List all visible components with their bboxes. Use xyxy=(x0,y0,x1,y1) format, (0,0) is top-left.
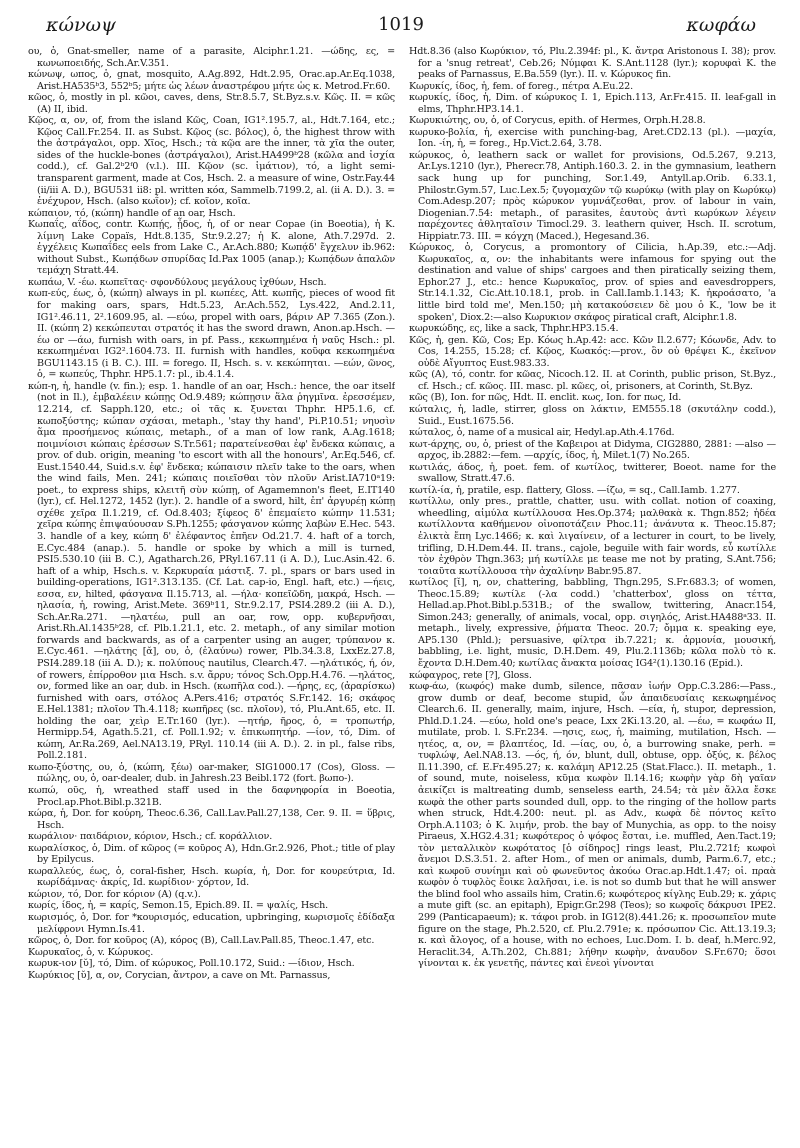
dictionary-entry: Κωρύκιος [ῠ], α, ον, Corycian, ἄντρον, a cave on Mt. Parnassus, xyxy=(28,969,331,981)
dictionary-entry: κωτίλος [ῐ], η, ον, chattering, babbling, Thgn.295, S.Fr.683.3; of women, Theoc.15.89; κωτίλε (-λα codd.) 'chatterbox', gloss on τέττα, Hellad.ap.Phot.Bibl.p.531B.; of the swallow, twittering, Anacr.154, Simon.243; generally, of animals, vocal, opp. σιγηλός, Arist.HA488ᵃ33. II. metaph., lively, expressive, ῥήματα Theoc. 20.7; ὄμμα κ. speaking eye, AP5.130 (Phld.); persuasive, φίλτρα ib.7.221; κ. ἁρμονία, μουσική, babbling, i.e. light, music, D.H.Dem. 49, Plu.2.1136b; κῶλα πολὺ τὸ κ. ἔχοντα D.H.Dem.40; κωτίλας ἄνακτα μοίσας IG4²(1).130.16 (Epid.). xyxy=(409,577,776,669)
left-column xyxy=(28,46,395,1140)
dictionary-entry: κωπάω, V. -έω. κωπεῖτας· σφονδύλους μεγάλους ἰχθύων, Hsch. xyxy=(28,276,327,288)
dictionary-entry: κωτίλ-ία, ἡ, pratile, esp. flattery, Gloss. —ίζω, = sq., Call.Iamb. 1.277. xyxy=(409,484,740,496)
dictionary-entry: κωφ-άω, (κωφός) make dumb, silence, πᾶσαν ἰωήν Opp.C.3.286:—Pass., grow dumb or deaf, become stupid, ὧν ἀπαιδευσίαις κεκωφημένος Clearch.6. II. generally, maim, injure, Hsch. —εία, ἡ, stupor, depression, Phld.D.1.24. —εύω, hold one's peace, Lxx 2Ki.13.20, al. —έω, = κωφάω II, mutilate, prob. l. S.Fr.234. —ησις, εως, ἡ, maiming, mutilation, Hsch. —ητέος, α, ον, = βλαπτέος, Id. —ίας, ου, ὁ, a burrowing snake, perh. = τυφλώψ, Ael.NA8.13. —ός, ή, όν, blunt, dull, obtuse, opp. ὀξύς, κ. βέλος Il.11.390, cf. E.Fr.495.27; κ. καλάμη AP12.25 (Stat.Flacc.). II. metaph., 1. of sound, mute, noiseless, κῦμα κωφὸν Il.14.16; κωφὴν γὰρ δὴ γαῖαν ἀεικίζει is maltreating dumb, senseless earth, 24.54; τὰ μὲν ἄλλα ἔσκε κωφὰ the other parts sounded dull, opp. to the ringing of the hollow parts when struck, Hdt.4.200: neut. pl. as Adv., κωφὰ δὲ πόντος κεῖτο Orph.A.1103; ὁ Κ. λιμήν, prob. the bay of Munychia, as opp. to the noisy Piraeus, X.HG2.4.31; κωφότερος ὁ ψόφος ἔσται, i.e. muffled, Aen.Tact.19; τὸν μεταλλικὸν κωφότατος [ὁ σίδηρος] rings least, Plu.2.721f; κωφοὶ ἄνεμοι D.S.3.51. 2. after Hom., of men or animals, dumb, Parm.6.7, etc.; καὶ κωφοῦ συνίημι καὶ οὐ φωνεῦντος ἀκούω Orac.ap.Hdt.1.47; οἱ. πραὰ κωφὸν ὁ τυφλὸς ἔοικε λαλῆσαι, i.e. is not so dumb but that he will answer the blind fool who assails him, Cratin.6; κωφότερος κίγλης Eub.29; κ. χάρις a mute gift (sc. an epitaph), Epigr.Gr.298 (Teos); so κωφοῖς δάκρυσι IPE2. 299 (Panticapaeum); κ. τάφοι prob. in IG12(8).441.26; κ. προσωπεῖον mute figure on the stage, Ph.2.520, cf. Plu.2.791e; κ. πρόσωπον Cic. Att.13.19.3; κ. καὶ ἄλογος, of a house, with no echoes, Luc.Dom. I. b. deaf, h.Merc.92, Heraclit.34, A.Th.202, Ch.881; λήθην κωφὴν, ἀναυδον S.Fr.670; ὅσοι γίνονται κ. ἐκ γενετῆς, πάντες καὶ ἐνεοὶ γίνονται xyxy=(409,681,776,970)
dictionary-entry: Hdt.8.36 (also Κωρύκιον, τό, Plu.2.394f: pl., Κ. ἄντρα Aristonous I. 38); prov. for a 'snug retreat', Ceb.26; Νύμφαι Κ. S.Ant.1128 (lyr.); κορυφαὶ Κ. the peaks of Parnassus, E.Ba.559 (lyr.). II. v. Κώρυκος fin. xyxy=(409,46,776,81)
dictionary-entry: κῶος, ὁ, mostly in pl. κῶοι, caves, dens, Str.8.5.7, St.Byz.s.v. Κῶς. II. = κῶς (A) II, ibid. xyxy=(28,92,395,115)
page-number: 1019 xyxy=(378,14,424,35)
dictionary-entry: κωπο-ξύστης, ου, ὁ, (κώπη, ξέω) oar-maker, SIG1000.17 (Cos), Gloss. —πώλης, ου, ὁ, oar-dealer, dub. in Jahresh.23 Beibl.172 (fort. βωπο-). xyxy=(28,761,395,785)
dictionary-entry: Κῷος, α, ον, of, from the island Κῶς, Coan, IG1².195.7, al., Hdt.7.164, etc.; Κῷος Call.Fr.254. II. as Subst. Κῷος (sc. βόλος), ὁ, the highest throw with the ἀστράγαλοι, opp. Χῖος, Hsch.; τὰ κῷα are the inner, τὰ χῖα the outer, sides of the huckle-bones (ἀστράγαλοι), Arist.HA499ᵇ28 (κῶλα and ἰσχία codd.), cf. Gal.2ᵇ2ᶠ0 (v.l.). III. Κῷον (sc. ἱμάτιον), τό, a light semi-transparent garment, made at Cos, Hsch. 2. a measure of wine, Ostr.Fay.44 (ii/iii A. D.), BGU531 ii8: pl. written κόα, Sammelb.7199.2, al. (ii A. D.). 3. = ἐνέχυρον, Hsch. (also κωΐον); cf. κοῖον, κοῖα. xyxy=(28,115,395,208)
dictionary-entry: κώφαγρος, rete [?], Gloss. xyxy=(409,669,532,681)
dictionary-entry: κώπαιον, τό, (κώπη) handle of an oar, Hsch. xyxy=(28,207,236,219)
dictionary-entry: κωτίλλω, only pres., prattle, chatter, usu. with collat. notion of coaxing, wheedling, αἱμύλα κωτίλλουσα Hes.Op.374; μαλθακὰ κ. Thgn.852; ἡδέα κωτίλλοντα καθήμενον οἰνοποτάζειν Phoc.11; ἀνάνυτα κ. Theoc.15.87; ἐλικτὰ ἔπη Lyc.1466; κ. καὶ λιγαίνειν, of a lecturer in court, to be lively, trifling, D.H.Dem.44. II. trans., cajole, beguile with fair words, εὖ κωτίλλε τὸν ἐχθρὸν Thgn.363; μή κωτίλλε με tease me not by prating, S.Ant.756; τοιαῦτα κωτίλλουσα τὴν ἀχαλίνην Babr.95.87. xyxy=(409,496,776,577)
dictionary-entry: κώπ-η, ἡ, handle (v. fin.); esp. 1. handle of an oar, Hsch.: hence, the oar itself (not in Il.), ἐμβαλέειν κώπῃς Od.9.489; κώπῃσιν ἅλα ῥηγμῖνα. ἐρεσσέμεν, 12.214, cf. Sapph.120, etc.; οἱ τᾶς κ. ξυνεται Thphr. HP5.1.6, cf. κωποξύστης; κώπαν σχάσαι, metaph., 'stay thy hand', Pi.P.10.51; νηυσὶν ἅμα προσήμενος κώπαις, metaph., of a man of low rank, A.Ag.1618; ποιμνίοισι κώπαις ἐρέσσων S.Tr.561; παρατείνεσθαι ἐφ' ἔνδεκα κώπαις, a prov. of dub. origin, meaning 'to escort with all the honours', Ar.Eq.546, cf. Eust.1540.44, Suid.s.v. ἐφ' ἕνδεκα; κώπαισιν πλεῖν take to the oars, when the wind fails, Men. 241; κώπαις ποιεῖσθαι τὸν πλοῦν Arist.IA710ᵃ19: poet., to express ships, κλειτῆ σὺν κώπῃ, of Agamemnon's fleet, E.IT140 (lyr.), cf. Hel.1272, 1452 (lyr.). 2. handle of a sword, hilt, ἐπ' ἀργυρέῃ κώπῃ σχέθε χεῖρα Il.1.219, cf. Od.8.403; ξίφεος δ' ἐπεμαίετο κώπην 11.531; χεῖρα κώπης ἐπιψαύουσαν S.Ph.1255; φάσγανον κώπης λαβὼν E.Hec. 543. 3. handle of a key, κώπη δ' ἐλέφαντος ἐπῆεν Od.21.7. 4. haft of a torch, E.Cyc.484 (anap.). 5. handle or spoke by which a mill is turned, PSI5.530.10 (iii B. C.), Agatharch.26, PRyl.167.11 (i A. D.), Luc.Asin.42. 6. haft of a whip, Hsch.s. v. Κερκυραία μάστιξ. 7. pl., spars or bars used in building-operations, IG1².313.135. (Cf. Lat. cap-io, Engl. haft, etc.) —ήεις, εσσα, εν, hilted, φάσγανα Il.15.713, al. —ήλα· κοπεῖῶδη, μακρά, Hsch. —ηλασία, ἡ, rowing, Arist.Mete. 369ᵇ11, Str.9.2.17, PSI4.289.2 (iii A. D.), Sch.Ar.Ra.271. —ηλατέω, pull an oar, row, opp. κυβερνῆσαι, Arist.Rh.Al.1435ᵇ28, cf. Plb.1.21.1, etc. 2. metaph., of any similar motion forwards and backwards, as of a carpenter using an auger, τρύπανον κ. E.Cyc.461. —ηλάτης [ᾰ], ου, ὁ, (ἐλαύνω) rower, Plb.34.3.8, LxxEz.27.8, PSI4.289.18 (iii A. D.); κ. πολύπους nautilus, Clearch.47. —ηλάτικός, ή, όν, of rowers, ἐπίρροθον μια Hsch. s.v. ἄρρυ; τόνος Sch.Opp.H.4.76. —ηλάτος, ον, formed like an oar, dub. in Hsch. (κωπῆλα cod.). —ήρης, ες, (ἀραρίσκω) furnished with oars, στόλος A.Pers.416; στρατός S.Fr.142. 16; σκάφος E.Hel.1381; πλοῖον Th.4.118; κωπῆρες (sc. πλοῖον), τό, Plu.Ant.65, etc. II. holding the oar, χεὶρ E.Tr.160 (lyr.). —ητήρ, ῆρος, ὁ, = τροπωτήρ, Hermipp.54, Agath.5.21, cf. Poll.1.92; v. ἐπικωπητήρ. —ίον, τό, Dim. of κώπη, Ar.Ra.269, Ael.NA13.19, PRyl. 110.14 (iii A. D.). 2. in pl., false ribs, Poll.2.181. xyxy=(28,380,395,762)
dictionary-entry: κωράλιον· παιδάριον, κόριον, Hsch.; cf. κοράλλιον. xyxy=(28,831,273,843)
dictionary-entry: κῶς (B), Ion. for πῶς, Hdt. II. enclit. κως, Ion. for πως, Id. xyxy=(409,392,682,404)
dictionary-entry: κωραλλεύς, έως, ὁ, coral-fisher, Hsch. κωρία, ἡ, Dor. for κουρεύτρια, Id. κωρίδάμνας· ἀκρίς, Id. κωρίδιον· χόρτον, Id. xyxy=(28,865,395,889)
header-left-guideword: κώνωψ xyxy=(46,14,116,36)
dictionary-entry: κωπώ, οῦς, ἡ, wreathed staff used in the δαφνηφορία in Boeotia, Procl.ap.Phot.Bibl.p.321B. xyxy=(28,785,395,808)
dictionary-entry: Κῶς, ἡ, gen. Κῶ, Cos; Ep. Κόως h.Ap.42: acc. Κῶν Il.2.677; Κόωνδε, Adv. to Cos, 14.255, 15.28; cf. Κῷος, Κωακός:—prov., ὃν οὐ θρέψει Κ., ἐκεῖνον οὐδὲ Αἴγυπτος Eust.983.33. xyxy=(409,334,776,369)
running-header xyxy=(46,14,756,40)
dictionary-entry: κωρίς, ίδος, ἡ, = καρίς, Semon.15, Epich.89. II. = ψαλίς, Hsch. xyxy=(28,900,329,912)
dictionary-entry: κωρυκίς, ίδος, ἡ, Dim. of κώρυκος I. 1, Epich.113, Ar.Fr.415. II. leaf-gall in elms, Thphr.HP3.14.1. xyxy=(409,92,776,115)
dictionary-entry: κώταλος, ὁ, name of a musical air, Hedyl.ap.Ath.4.176d. xyxy=(409,427,675,439)
dictionary-entry: κώρυκος, ὁ, leathern sack or wallet for provisions, Od.5.267, 9.213, Ar.Lys.1210 (lyr.), Pherecr.78, Antiph.160.3. 2. in the gymnasium, leathern sack hung up for punching, Sor.1.49, Antyll.ap.Orib. 6.33.1, Philostr.Gym.57, Luc.Lex.5; ζυγομαχῶν τῷ κωρύκῳ (with play on Κωρύκῳ) Com.Adesp.207; πρὸς κώρυκον γυμνάζεσθαι, prov. of labour in vain, Diogenian.7.54: metaph., of parasites, ἑαυτοὺς ἀντὶ κωρύκων λέγειν παρέχοντες ἀθληταῖσιν Timocl.29. 3. leathern quiver, Hsch. II. scrotum, Hippiatr.73. III. = κόγχη (Maced.), Hegesand.36. xyxy=(409,149,776,242)
dictionary-entry: κωτ-άρχης, ου, ὁ, priest of the Καβειροι at Didyma, CIG2880, 2881: —also —αρχος, ib.2882:—fem. —αρχίς, ίδος, ἡ, Milet.1(7) No.265. xyxy=(409,438,776,462)
dictionary-entry: κωραλίσκος, ὁ, Dim. of κῶρος (= κοῦρος A), Hdn.Gr.2.926, Phot.; title of play by Epilycus. xyxy=(28,842,395,866)
dictionary-entry: κώταλις, ἡ, ladle, stirrer, gloss on λάκτιν, EM555.18 (σκυτάλην codd.), Suid., Eust.1675.56. xyxy=(409,403,776,427)
header-right-guideword: κωφάω xyxy=(686,14,756,36)
dictionary-entry: κωρυκο-βολία, ἡ, exercise with punching-bag, Aret.CD2.13 (pl.). —μαχία, Ion. -ίη, ἡ, = foreg., Hp.Vict.2.64, 3.78. xyxy=(409,126,776,150)
dictionary-entry: κωπ-εύς, έως, ὁ, (κώπη) always in pl. κωπέες, Att. κωπῆς, pieces of wood fit for making oars, spars, Hdt.5.23, Ar.Ach.552, Lys.422, And.2.11, IG1².46.11, 2².1609.95, al. —εύω, propel with oars, βάριν AP 7.365 (Zon.). II. (κώπη 2) κεκώπευται στρατός it has the sword drawn, Anon.ap.Hsch. —έω or —άω, furnish with oars, in pf. Pass., κεκωπημένα ἡ ναῦς Hsch.: pl. κεκωπημέναι IG2².1604.73. II. furnish with handles, κοῦφα κεκωπημένα BGU1143.15 (i B. C.). III. = forego. II, Hsch. s. v. κεκώπηται. —εών, ῶνος, ὁ, = κωπεύς, Thphr. HP5.1.7: pl., ib.4.1.4. xyxy=(28,288,395,381)
dictionary-entry: κωρυκώδης, ες, like a sack, Thphr.HP3.15.4. xyxy=(409,323,619,335)
dictionary-entry: κῶρος, ὁ, Dor. for κοῦρος (A), κόρος (B), Call.Lav.Pall.85, Theoc.1.47, etc. xyxy=(28,935,375,947)
dictionary-entry: ου, ὁ, Gnat-smeller, name of a parasite, Alciphr.1.21. —ώδης, ες, = κωνωποειδής, Sch.Ar.V.351. xyxy=(28,46,395,69)
dictionary-entry: Κωρυκιώτης, ου, ὁ, of Corycus, epith. of Hermes, Orph.H.28.8. xyxy=(409,115,706,127)
dictionary-entry: κώρα, ἡ, Dor. for κούρη, Theoc.6.36, Call.Lav.Pall.27,138, Cer. 9. II. = ὕβρις, Hsch. xyxy=(28,808,395,831)
text-columns xyxy=(28,46,776,1140)
dictionary-entry: κῶς (A), τό, contr. for κῶας, Nicoch.12. II. at Corinth, public prison, St.Byz., cf. Hsch.; cf. κῶος. III. masc. pl. κῶες, οἱ, prisoners, at Corinth, St.Byz. xyxy=(409,369,776,392)
dictionary-entry: Κωρυκαῖος, ὁ, v. Κώρυκος. xyxy=(28,946,154,958)
dictionary-entry: Κωπαΐς, αΐδος, contr. Κωπῄς, ᾖδος, ἡ, of or near Copae (in Boeotia), ἡ Κ. λίμνη Lake Copaïs, Hdt.8.135, Str.9.2.27; ἡ Κ. alone, Ath.7.297d. 2. ἐγχέλεις Κωπαΐδες eels from Lake C., Ar.Ach.880; Κωπᾴδ' ἔγχελυν ib.962: without Subst., Κωπᾴδων σπυρίδας Id.Pax 1005 (anap.); Κωπᾴδων ἀπαλῶν τεμάχη Stratt.44. xyxy=(28,219,395,277)
dictionary-entry: κώριον, τό, Dor. for κόριον (A) (q.v.). xyxy=(28,888,201,900)
dictionary-entry: κωρυκ-ιον [ῠ], τό, Dim. of κώρυκος, Poll.10.172, Suid.: —ίδιον, Hsch. xyxy=(28,958,355,970)
dictionary-entry: κώνωψ, ωπος, ὁ, gnat, mosquito, A.Ag.892, Hdt.2.95, Orac.ap.Ar.Eq.1038, Arist.HA535ᵇ3, 552ᵇ5; μήτε ὡς λέων ἀναστρέφου μήτε ὡς κ. Metrod.Fr.60. xyxy=(28,69,395,92)
dictionary-entry: Κώρυκος, ὁ, Corycus, a promontory of Cilicia, h.Ap.39, etc.:—Adj. Κωρυκαῖος, α, ον: the inhabitants were infamous for spying out the destination and value of ships' cargoes and then piratically seizing them, Ephor.27 J., etc.: hence Κωρυκαῖος, prov. of spies and eavesdroppers, Str.14.1.32, Cic.Att.10.18.1, prob. in Call.Iamb.1.143; Κ. ἠκροάσατο, 'a little bird told me', Men.150; μὴ κατακούσειεν δὲ μου ὁ Κ., 'low be it spoken', Diox.2:—also Κωρυκιον σκάφος piratical craft, Alciphr.1.8. xyxy=(409,242,776,323)
dictionary-entry: κωρισμός, ὁ, Dor. for *κουρισμός, education, upbringing, κωρισμοῖς ἐδίδαξα μελίφρονι Hymn.Is.41. xyxy=(28,912,395,935)
dictionary-entry: κωτιλάς, άδος, ἡ, poet. fem. of κωτίλος, twitterer, Boeot. name for the swallow, Stratt.47.6. xyxy=(409,461,776,485)
dictionary-entry: Κωρυκίς, ίδος, ἡ, fem. of foreg., πέτρα A.Eu.22. xyxy=(409,80,634,92)
right-column xyxy=(409,46,776,1140)
